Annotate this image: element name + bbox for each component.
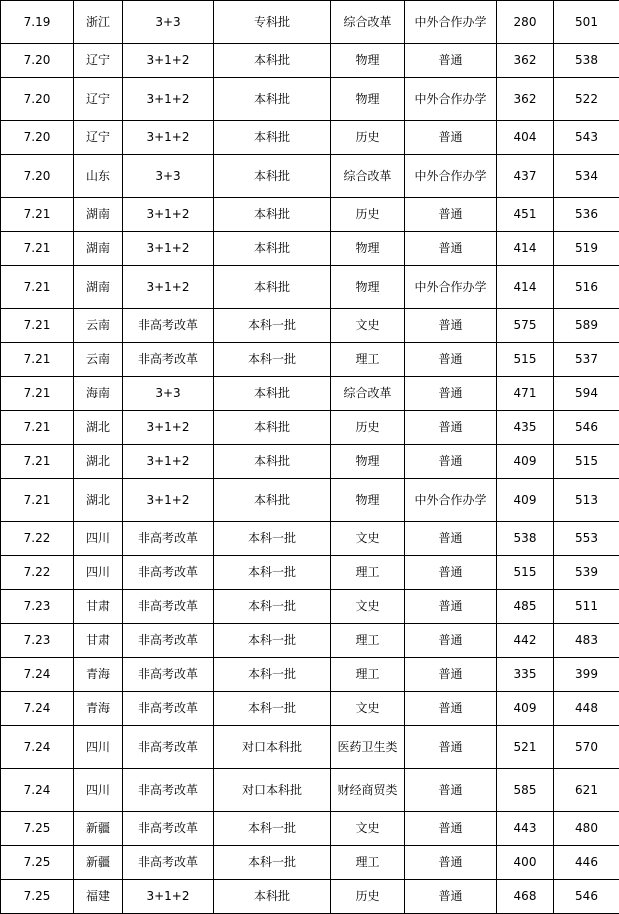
enrollment-type-cell: 普通 (405, 880, 497, 914)
subject-cell: 文史 (331, 309, 405, 343)
min-score-cell: 575 (497, 309, 554, 343)
subject-cell: 物理 (331, 479, 405, 522)
enrollment-type-cell: 普通 (405, 44, 497, 78)
province-cell: 甘肃 (74, 624, 123, 658)
table-row (1, 769, 619, 812)
batch-cell: 本科批 (214, 266, 331, 309)
province-cell: 湖北 (74, 411, 123, 445)
min-score-cell: 521 (497, 726, 554, 769)
subject-cell: 文史 (331, 812, 405, 846)
exam-mode-cell: 3+1+2 (123, 44, 214, 78)
province-cell: 甘肃 (74, 590, 123, 624)
date-cell: 7.21 (1, 411, 74, 445)
table-row (1, 590, 619, 624)
batch-cell: 本科批 (214, 198, 331, 232)
province-cell: 福建 (74, 880, 123, 914)
batch-cell: 本科批 (214, 377, 331, 411)
subject-cell: 理工 (331, 343, 405, 377)
enrollment-type-cell: 中外合作办学 (405, 266, 497, 309)
subject-cell: 历史 (331, 198, 405, 232)
table-row (1, 522, 619, 556)
max-score-cell: 543 (554, 121, 619, 155)
exam-mode-cell: 非高考改革 (123, 726, 214, 769)
min-score-cell: 362 (497, 44, 554, 78)
min-score-cell: 468 (497, 880, 554, 914)
batch-cell: 本科批 (214, 880, 331, 914)
min-score-cell: 414 (497, 266, 554, 309)
date-cell: 7.21 (1, 377, 74, 411)
table-row (1, 624, 619, 658)
enrollment-type-cell: 普通 (405, 624, 497, 658)
table-row (1, 726, 619, 769)
max-score-cell: 621 (554, 769, 619, 812)
province-cell: 青海 (74, 692, 123, 726)
max-score-cell: 546 (554, 411, 619, 445)
exam-mode-cell: 3+1+2 (123, 479, 214, 522)
province-cell: 四川 (74, 726, 123, 769)
date-cell: 7.20 (1, 121, 74, 155)
table-row (1, 78, 619, 121)
date-cell: 7.21 (1, 198, 74, 232)
exam-mode-cell: 3+1+2 (123, 232, 214, 266)
max-score-cell: 515 (554, 445, 619, 479)
enrollment-type-cell: 普通 (405, 522, 497, 556)
date-cell: 7.20 (1, 155, 74, 198)
max-score-cell: 537 (554, 343, 619, 377)
exam-mode-cell: 3+1+2 (123, 880, 214, 914)
batch-cell: 本科一批 (214, 812, 331, 846)
max-score-cell: 511 (554, 590, 619, 624)
table-row (1, 266, 619, 309)
table-row (1, 309, 619, 343)
min-score-cell: 435 (497, 411, 554, 445)
subject-cell: 综合改革 (331, 155, 405, 198)
enrollment-type-cell: 普通 (405, 377, 497, 411)
max-score-cell: 399 (554, 658, 619, 692)
max-score-cell: 534 (554, 155, 619, 198)
batch-cell: 本科一批 (214, 624, 331, 658)
province-cell: 云南 (74, 309, 123, 343)
max-score-cell: 516 (554, 266, 619, 309)
batch-cell: 本科批 (214, 78, 331, 121)
exam-mode-cell: 非高考改革 (123, 769, 214, 812)
min-score-cell: 515 (497, 343, 554, 377)
province-cell: 湖北 (74, 479, 123, 522)
date-cell: 7.25 (1, 846, 74, 880)
min-score-cell: 404 (497, 121, 554, 155)
province-cell: 海南 (74, 377, 123, 411)
province-cell: 四川 (74, 522, 123, 556)
exam-mode-cell: 非高考改革 (123, 590, 214, 624)
batch-cell: 本科一批 (214, 309, 331, 343)
exam-mode-cell: 非高考改革 (123, 812, 214, 846)
subject-cell: 历史 (331, 121, 405, 155)
exam-mode-cell: 非高考改革 (123, 343, 214, 377)
province-cell: 青海 (74, 658, 123, 692)
exam-mode-cell: 非高考改革 (123, 846, 214, 880)
enrollment-type-cell: 中外合作办学 (405, 1, 497, 44)
province-cell: 湖南 (74, 198, 123, 232)
exam-mode-cell: 3+3 (123, 377, 214, 411)
date-cell: 7.21 (1, 232, 74, 266)
table-row (1, 846, 619, 880)
province-cell: 山东 (74, 155, 123, 198)
max-score-cell: 546 (554, 880, 619, 914)
exam-mode-cell: 3+1+2 (123, 198, 214, 232)
exam-mode-cell: 非高考改革 (123, 556, 214, 590)
table-row (1, 812, 619, 846)
enrollment-type-cell: 普通 (405, 121, 497, 155)
date-cell: 7.24 (1, 658, 74, 692)
max-score-cell: 570 (554, 726, 619, 769)
date-cell: 7.23 (1, 624, 74, 658)
min-score-cell: 400 (497, 846, 554, 880)
min-score-cell: 443 (497, 812, 554, 846)
enrollment-type-cell: 普通 (405, 556, 497, 590)
batch-cell: 对口本科批 (214, 769, 331, 812)
table-row (1, 44, 619, 78)
batch-cell: 本科一批 (214, 846, 331, 880)
min-score-cell: 515 (497, 556, 554, 590)
enrollment-type-cell: 普通 (405, 846, 497, 880)
batch-cell: 本科一批 (214, 556, 331, 590)
exam-mode-cell: 非高考改革 (123, 624, 214, 658)
subject-cell: 物理 (331, 78, 405, 121)
max-score-cell: 553 (554, 522, 619, 556)
exam-mode-cell: 非高考改革 (123, 692, 214, 726)
table-row (1, 1, 619, 44)
enrollment-type-cell: 中外合作办学 (405, 155, 497, 198)
max-score-cell: 480 (554, 812, 619, 846)
max-score-cell: 522 (554, 78, 619, 121)
max-score-cell: 513 (554, 479, 619, 522)
date-cell: 7.24 (1, 726, 74, 769)
exam-mode-cell: 非高考改革 (123, 309, 214, 343)
date-cell: 7.21 (1, 445, 74, 479)
batch-cell: 本科批 (214, 479, 331, 522)
min-score-cell: 442 (497, 624, 554, 658)
max-score-cell: 594 (554, 377, 619, 411)
subject-cell: 理工 (331, 624, 405, 658)
date-cell: 7.21 (1, 343, 74, 377)
table-row (1, 445, 619, 479)
date-cell: 7.21 (1, 309, 74, 343)
batch-cell: 本科批 (214, 44, 331, 78)
subject-cell: 文史 (331, 590, 405, 624)
date-cell: 7.22 (1, 522, 74, 556)
batch-cell: 本科批 (214, 155, 331, 198)
province-cell: 浙江 (74, 1, 123, 44)
exam-mode-cell: 3+1+2 (123, 411, 214, 445)
province-cell: 湖南 (74, 266, 123, 309)
province-cell: 辽宁 (74, 78, 123, 121)
max-score-cell: 446 (554, 846, 619, 880)
min-score-cell: 585 (497, 769, 554, 812)
min-score-cell: 409 (497, 445, 554, 479)
province-cell: 湖北 (74, 445, 123, 479)
batch-cell: 本科批 (214, 445, 331, 479)
enrollment-type-cell: 普通 (405, 343, 497, 377)
max-score-cell: 589 (554, 309, 619, 343)
batch-cell: 本科一批 (214, 590, 331, 624)
batch-cell: 本科批 (214, 411, 331, 445)
table-row (1, 880, 619, 914)
subject-cell: 物理 (331, 266, 405, 309)
subject-cell: 物理 (331, 44, 405, 78)
min-score-cell: 409 (497, 692, 554, 726)
enrollment-type-cell: 普通 (405, 590, 497, 624)
table-row (1, 232, 619, 266)
subject-cell: 理工 (331, 846, 405, 880)
table-row (1, 556, 619, 590)
min-score-cell: 451 (497, 198, 554, 232)
batch-cell: 本科一批 (214, 343, 331, 377)
batch-cell: 本科批 (214, 121, 331, 155)
max-score-cell: 448 (554, 692, 619, 726)
exam-mode-cell: 3+1+2 (123, 78, 214, 121)
batch-cell: 本科一批 (214, 692, 331, 726)
min-score-cell: 335 (497, 658, 554, 692)
subject-cell: 物理 (331, 232, 405, 266)
max-score-cell: 501 (554, 1, 619, 44)
date-cell: 7.23 (1, 590, 74, 624)
date-cell: 7.21 (1, 266, 74, 309)
min-score-cell: 485 (497, 590, 554, 624)
subject-cell: 历史 (331, 411, 405, 445)
exam-mode-cell: 3+3 (123, 1, 214, 44)
table-row (1, 411, 619, 445)
min-score-cell: 471 (497, 377, 554, 411)
table-row (1, 377, 619, 411)
province-cell: 辽宁 (74, 44, 123, 78)
min-score-cell: 362 (497, 78, 554, 121)
table-row (1, 198, 619, 232)
batch-cell: 本科批 (214, 232, 331, 266)
table-row (1, 692, 619, 726)
min-score-cell: 280 (497, 1, 554, 44)
subject-cell: 财经商贸类 (331, 769, 405, 812)
max-score-cell: 539 (554, 556, 619, 590)
exam-mode-cell: 非高考改革 (123, 658, 214, 692)
province-cell: 四川 (74, 769, 123, 812)
batch-cell: 本科一批 (214, 522, 331, 556)
table-row (1, 155, 619, 198)
date-cell: 7.20 (1, 78, 74, 121)
min-score-cell: 414 (497, 232, 554, 266)
province-cell: 辽宁 (74, 121, 123, 155)
batch-cell: 专科批 (214, 1, 331, 44)
table-row (1, 343, 619, 377)
exam-mode-cell: 3+1+2 (123, 121, 214, 155)
table-row (1, 658, 619, 692)
province-cell: 新疆 (74, 846, 123, 880)
min-score-cell: 437 (497, 155, 554, 198)
table-row (1, 121, 619, 155)
date-cell: 7.25 (1, 812, 74, 846)
enrollment-type-cell: 普通 (405, 445, 497, 479)
subject-cell: 医药卫生类 (331, 726, 405, 769)
max-score-cell: 538 (554, 44, 619, 78)
subject-cell: 文史 (331, 522, 405, 556)
date-cell: 7.24 (1, 692, 74, 726)
subject-cell: 物理 (331, 445, 405, 479)
enrollment-type-cell: 普通 (405, 692, 497, 726)
enrollment-type-cell: 普通 (405, 769, 497, 812)
date-cell: 7.21 (1, 479, 74, 522)
enrollment-type-cell: 普通 (405, 658, 497, 692)
date-cell: 7.20 (1, 44, 74, 78)
enrollment-type-cell: 中外合作办学 (405, 479, 497, 522)
exam-mode-cell: 3+3 (123, 155, 214, 198)
province-cell: 云南 (74, 343, 123, 377)
enrollment-type-cell: 普通 (405, 198, 497, 232)
subject-cell: 理工 (331, 556, 405, 590)
subject-cell: 综合改革 (331, 377, 405, 411)
enrollment-type-cell: 普通 (405, 812, 497, 846)
max-score-cell: 519 (554, 232, 619, 266)
max-score-cell: 483 (554, 624, 619, 658)
date-cell: 7.19 (1, 1, 74, 44)
table-body (1, 1, 619, 914)
subject-cell: 综合改革 (331, 1, 405, 44)
enrollment-type-cell: 普通 (405, 232, 497, 266)
table-row (1, 479, 619, 522)
date-cell: 7.24 (1, 769, 74, 812)
enrollment-type-cell: 普通 (405, 411, 497, 445)
batch-cell: 对口本科批 (214, 726, 331, 769)
subject-cell: 历史 (331, 880, 405, 914)
min-score-cell: 538 (497, 522, 554, 556)
enrollment-type-cell: 中外合作办学 (405, 78, 497, 121)
province-cell: 新疆 (74, 812, 123, 846)
subject-cell: 理工 (331, 658, 405, 692)
exam-mode-cell: 非高考改革 (123, 522, 214, 556)
province-cell: 四川 (74, 556, 123, 590)
exam-mode-cell: 3+1+2 (123, 445, 214, 479)
batch-cell: 本科一批 (214, 658, 331, 692)
province-cell: 湖南 (74, 232, 123, 266)
max-score-cell: 536 (554, 198, 619, 232)
exam-mode-cell: 3+1+2 (123, 266, 214, 309)
subject-cell: 文史 (331, 692, 405, 726)
date-cell: 7.25 (1, 880, 74, 914)
enrollment-type-cell: 普通 (405, 309, 497, 343)
enrollment-type-cell: 普通 (405, 726, 497, 769)
min-score-cell: 409 (497, 479, 554, 522)
date-cell: 7.22 (1, 556, 74, 590)
